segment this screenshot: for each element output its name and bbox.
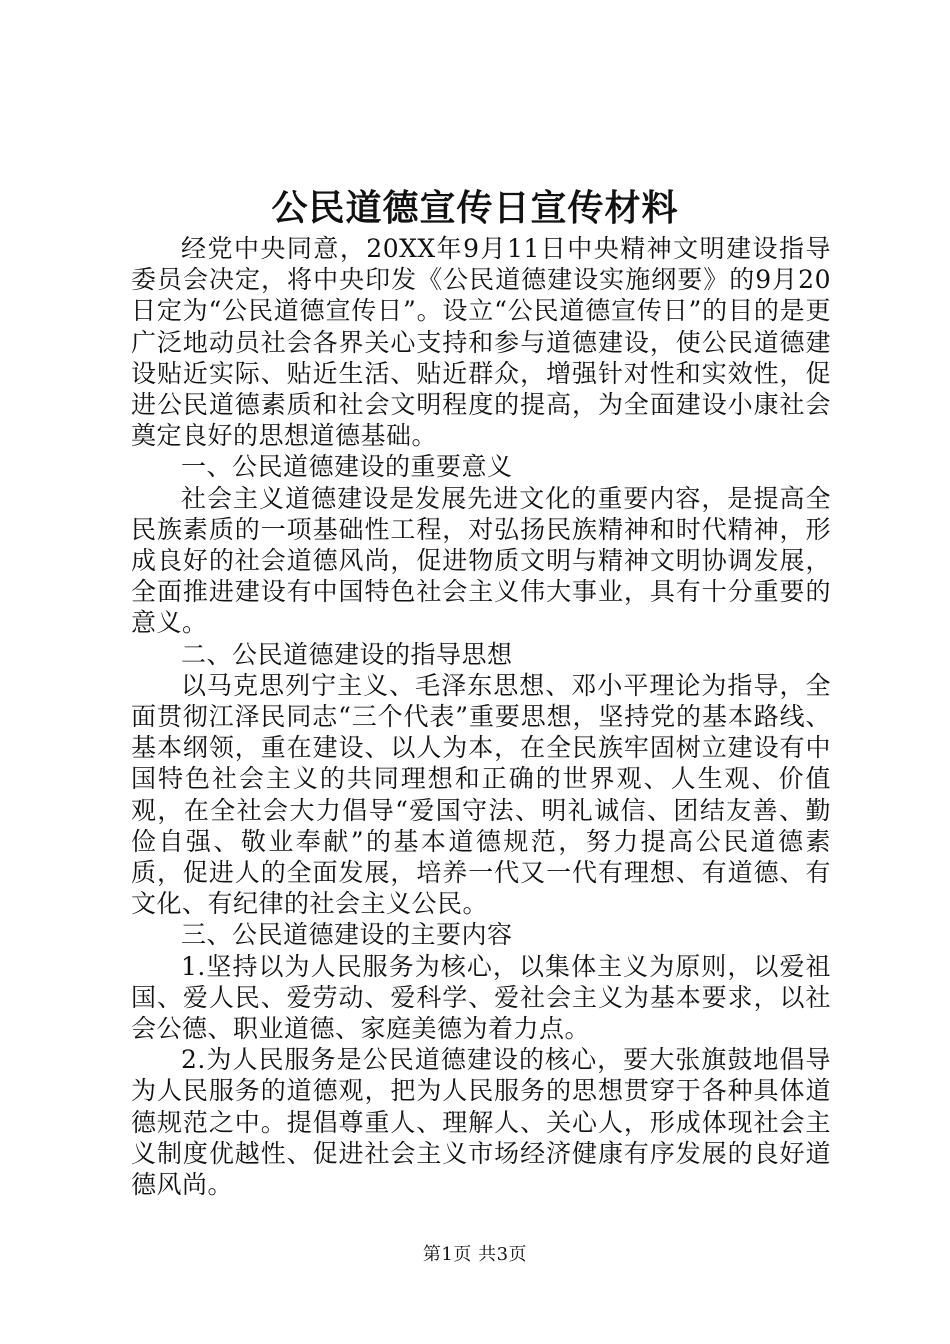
importance-paragraph: 社会主义道德建设是发展先进文化的重要内容，是提高全民族素质的一项基础性工程，对弘扬民族精神和时代精神，形成良好的社会道德风尚，促进物质文明与精神文明协调发展，全面推进建设有中国特色社会主义伟大事业，具有十分重要的意义。 <box>131 483 831 638</box>
document-title: 公民道德宣传日宣传材料 <box>271 187 679 229</box>
section-heading-main-content: 三、公民道德建设的主要内容 <box>181 920 513 950</box>
intro-paragraph: 经党中央同意，20XX年9月11日中央精神文明建设指导委员会决定，将中央印发《公民道德建设实施纲要》的9月20日定为“公民道德宣传日”。设立“公民道德宣传日”的目的是更广泛地动员社会各界关心支持和参与道德建设，使公民道德建设贴近实际、贴近生活、贴近群众，增强针对性和实效性，促进公民道德素质和社会文明程度的提高，为全面建设小康社会奠定良好的思想道德基础。 <box>131 234 831 451</box>
main-content-item-2: 2.为人民服务是公民道德建设的核心，要大张旗鼓地倡导为人民服务的道德观，把为人民服务的思想贯穿于各种具体道德规范之中。提倡尊重人、理解人、关心人，形成体现社会主义制度优越性、促进社会主义市场经济健康有序发展的良好道德风尚。 <box>131 1045 831 1200</box>
page-number-footer: 第1页 共3页 <box>422 1244 528 1265</box>
guiding-thought-paragraph: 以马克思列宁主义、毛泽东思想、邓小平理论为指导，全面贯彻江泽民同志“三个代表”重要思想，坚持党的基本路线、基本纲领，重在建设、以人为本，在全民族牢固树立建设有中国特色社会主义的共同理想和正确的世界观、人生观、价值观，在全社会大力倡导“爱国守法、明礼诚信、团结友善、勤俭自强、敬业奉献”的基本道德规范，努力提高公民道德素质，促进人的全面发展，培养一代又一代有理想、有道德、有文化、有纪律的社会主义公民。 <box>131 670 831 919</box>
section-heading-guiding-thought: 二、公民道德建设的指导思想 <box>181 639 513 669</box>
main-content-item-1: 1.坚持以为人民服务为核心，以集体主义为原则，以爱祖国、爱人民、爱劳动、爱科学、爱社会主义为基本要求，以社会公德、职业道德、家庭美德为着力点。 <box>131 951 831 1044</box>
document-body <box>131 233 831 1200</box>
section-heading-importance: 一、公民道德建设的重要意义 <box>181 452 513 482</box>
